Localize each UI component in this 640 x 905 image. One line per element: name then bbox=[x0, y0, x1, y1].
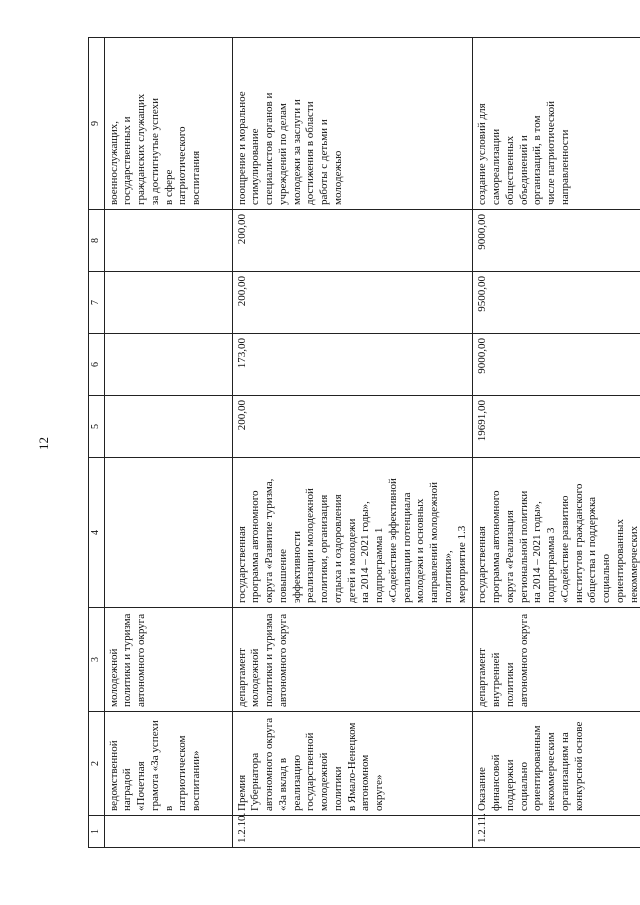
table-row bbox=[473, 38, 640, 848]
value-col7-cell: 200,00 bbox=[232, 272, 473, 334]
cell-text-line: программа автономного bbox=[490, 490, 502, 603]
cell-text-line: политики и туризма bbox=[121, 613, 134, 707]
value-col5-cell bbox=[104, 396, 232, 458]
value-col6-cell: 173,00 bbox=[232, 334, 473, 396]
cell-text-line: общества и поддержка bbox=[586, 496, 599, 603]
value-col7-cell bbox=[104, 272, 232, 334]
cell-text-line: автономного округа bbox=[517, 613, 530, 707]
header-row bbox=[89, 38, 105, 848]
cell-text-line: автономного округа bbox=[263, 717, 275, 811]
cell-text-line: реализацию bbox=[290, 754, 303, 811]
cell-text-line: числе патриотической bbox=[545, 100, 557, 205]
cell-text-line: в сфере bbox=[162, 169, 175, 205]
cell-text-line: автономном округе» bbox=[359, 754, 385, 811]
cell-text-line: подпрограмма 1 bbox=[373, 527, 385, 603]
result-cell bbox=[104, 38, 232, 210]
cell-text-line: некоммерческим bbox=[545, 732, 557, 811]
value-col5-cell: 19691,00 bbox=[473, 396, 640, 458]
cell-text-line: отдыха и оздоровления bbox=[331, 494, 344, 603]
cell-text-line: некоммерческих bbox=[627, 525, 640, 603]
cell-text-line: воспитания bbox=[190, 150, 202, 205]
col-header-7: 7 bbox=[89, 272, 105, 334]
cell-text-line: объединений и bbox=[517, 135, 530, 205]
cell-text-line: «Содействие развитию bbox=[558, 495, 571, 603]
cell-text-line: Премия Губернатора bbox=[235, 752, 262, 811]
cell-text-line: политики и туризма bbox=[263, 613, 275, 707]
col-header-3: 3 bbox=[89, 608, 105, 712]
cell-text-line: патриотическом bbox=[176, 735, 189, 811]
cell-text-line: направлений молодежной bbox=[428, 481, 440, 603]
cell-text-line: департамент bbox=[476, 648, 489, 707]
col-header-9: 9 bbox=[89, 38, 105, 210]
table-row bbox=[232, 38, 473, 848]
measure-name-cell bbox=[232, 712, 473, 816]
col-header-6: 6 bbox=[89, 334, 105, 396]
col-header-5: 5 bbox=[89, 396, 105, 458]
col-header-4: 4 bbox=[89, 458, 105, 608]
executor-cell bbox=[473, 608, 640, 712]
cell-text-line: молодежной bbox=[249, 648, 262, 707]
value-col8-cell: 200,00 bbox=[232, 210, 473, 272]
measure-name-cell bbox=[104, 712, 232, 816]
cell-text-line: Оказание финансовой bbox=[476, 754, 502, 811]
table-row bbox=[104, 38, 232, 848]
cell-text-line: достижения в области bbox=[304, 101, 317, 205]
cell-text-line: за достигнутые успехи bbox=[148, 97, 161, 205]
value-col6-cell bbox=[104, 334, 232, 396]
value-col6-cell: 9000,00 bbox=[473, 334, 640, 396]
row-id-cell: 1.2.11. bbox=[473, 816, 640, 848]
program-table bbox=[88, 37, 640, 848]
cell-text-line: округа «Реализация bbox=[503, 510, 516, 603]
cell-text-line: ориентированным bbox=[531, 725, 544, 811]
cell-text-line: работы с детьми и bbox=[318, 119, 330, 205]
cell-text-line: общественных bbox=[503, 135, 516, 205]
col-header-2: 2 bbox=[89, 712, 105, 816]
cell-text-line: самореализации bbox=[490, 128, 502, 205]
cell-text-line: военнослужащих, bbox=[107, 121, 120, 205]
cell-text-line: государственной bbox=[304, 732, 317, 811]
cell-text-line: внутренней bbox=[490, 652, 502, 707]
measure-name-cell bbox=[473, 712, 640, 816]
cell-text-line: социально bbox=[600, 553, 612, 603]
cell-text-line: региональной политики bbox=[517, 490, 530, 603]
cell-text-line: конкурсной основе bbox=[572, 721, 585, 811]
value-col5-cell: 200,00 bbox=[232, 396, 473, 458]
executor-cell bbox=[232, 608, 473, 712]
program-cell bbox=[232, 458, 473, 608]
cell-text-line: наградой «Почетная bbox=[121, 761, 147, 811]
cell-text-line: на 2014 – 2021 годы», bbox=[531, 501, 544, 603]
result-cell bbox=[473, 38, 640, 210]
cell-text-line: грамота «За успехи в bbox=[148, 720, 175, 811]
cell-text-line: повышение bbox=[276, 549, 289, 603]
cell-text-line: молодежной политики bbox=[318, 752, 344, 811]
cell-text-line: программа автономного bbox=[249, 490, 262, 603]
col-header-1: 1 bbox=[89, 816, 105, 848]
cell-text-line: поощрение и моральное bbox=[235, 91, 248, 205]
col-header-8: 8 bbox=[89, 210, 105, 272]
cell-text-line: «Содействие эффективной bbox=[386, 478, 399, 603]
cell-text-line: патриотического bbox=[176, 126, 189, 205]
cell-text-line: политики, организация bbox=[318, 494, 330, 603]
cell-text-line: молодежи и основных bbox=[414, 498, 427, 603]
cell-text-line: автономного округа bbox=[135, 613, 147, 707]
cell-text-line: политики bbox=[503, 662, 516, 707]
cell-text-line: политики», bbox=[441, 550, 454, 603]
cell-text-line: реализации молодежной bbox=[304, 488, 317, 603]
cell-text-line: институтов гражданского bbox=[572, 483, 585, 603]
cell-text-line: поддержки социально bbox=[503, 759, 530, 811]
cell-text-line: организациям на bbox=[558, 732, 571, 811]
cell-text-line: департамент bbox=[235, 648, 248, 707]
cell-text-line: эффективности bbox=[290, 530, 303, 603]
cell-text-line: автономного округа bbox=[276, 613, 289, 707]
cell-text-line: реализации потенциала bbox=[400, 492, 413, 603]
cell-text-line: гражданских служащих bbox=[135, 93, 147, 205]
value-col8-cell bbox=[104, 210, 232, 272]
cell-text-line: государственная bbox=[235, 526, 248, 603]
value-col7-cell: 9500,00 bbox=[473, 272, 640, 334]
program-cell bbox=[104, 458, 232, 608]
cell-text-line: детей и молодежи bbox=[345, 518, 358, 603]
cell-text-line: государственных и bbox=[121, 116, 134, 205]
cell-text-line: воспитании» bbox=[190, 750, 202, 811]
cell-text-line: специалистов органов и bbox=[263, 92, 275, 205]
page-number: 12 bbox=[36, 437, 51, 450]
cell-text-line: учреждений по делам bbox=[276, 103, 289, 205]
executor-cell bbox=[104, 608, 232, 712]
result-cell bbox=[232, 38, 473, 210]
cell-text-line: ориентированных bbox=[613, 519, 626, 603]
cell-text-line: молодежью bbox=[331, 150, 344, 205]
cell-text-line: молодежной bbox=[107, 648, 120, 707]
cell-text-line: мероприятие 1.3 bbox=[455, 525, 468, 603]
cell-text-line: ведомственной bbox=[107, 740, 120, 811]
cell-text-line: создание условий для bbox=[476, 103, 489, 205]
value-col8-cell: 9000,00 bbox=[473, 210, 640, 272]
cell-text-line: подпрограмма 3 bbox=[545, 527, 557, 603]
cell-text-line: округа «Развитие туризма, bbox=[263, 478, 275, 603]
cell-text-line: государственная bbox=[476, 526, 489, 603]
row-id-cell bbox=[104, 816, 232, 848]
cell-text-line: молодежи за заслуги и bbox=[290, 99, 303, 205]
cell-text-line: организаций, в том bbox=[531, 115, 544, 205]
rotated-table-sheet bbox=[88, 38, 640, 848]
cell-text-line: в Ямало-Ненецком bbox=[345, 722, 358, 811]
row-id-cell: 1.2.10. bbox=[232, 816, 473, 848]
cell-text-line: на 2014 – 2021 годы», bbox=[359, 501, 372, 603]
cell-text-line: направленности bbox=[558, 129, 571, 205]
cell-text-line: стимулирование bbox=[249, 128, 262, 205]
program-cell bbox=[473, 458, 640, 608]
cell-text-line: «За вклад в bbox=[276, 757, 289, 811]
